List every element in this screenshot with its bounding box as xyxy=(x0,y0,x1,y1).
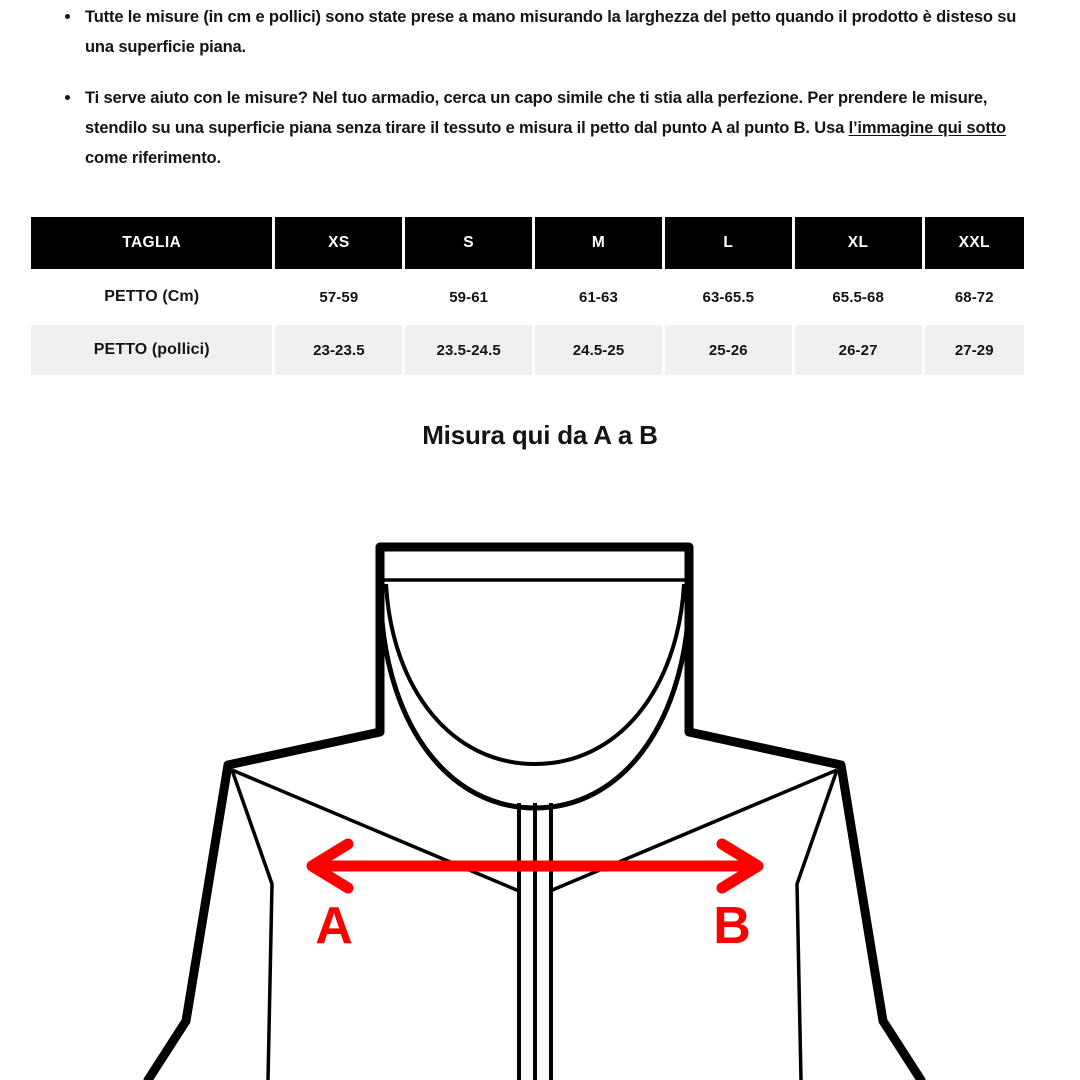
cell-chest-in-m: 24.5-25 xyxy=(535,325,662,375)
jacket-illustration xyxy=(0,500,1080,1080)
table-row-chest-inches xyxy=(31,325,1024,375)
bullet-icon xyxy=(65,95,70,100)
table-header-cell-xs: XS xyxy=(275,217,402,269)
cell-chest-cm-l: 63-65.5 xyxy=(665,272,792,322)
cell-chest-cm-xl: 65.5-68 xyxy=(795,272,922,322)
note-inline-text: Ti serve aiuto con le misure? Nel tuo armadio, cerca un capo simile che ti stia alla perfezione. Per prendere le misure, stendilo su una superficie piana senza tirare il tessuto e misura il petto dal punto A al punto B. Usa xyxy=(85,89,988,137)
left-armhole-seam xyxy=(232,770,272,1080)
note-inline-link[interactable]: l’immagine qui sotto xyxy=(848,119,1006,137)
note-help xyxy=(58,83,1048,173)
neckline-inner-curve xyxy=(386,584,684,764)
cell-chest-in-l: 25-26 xyxy=(665,325,792,375)
right-sleeve-outline xyxy=(841,765,921,1080)
note-help-text xyxy=(85,89,1006,167)
size-chart-table xyxy=(28,214,1027,378)
right-armhole-seam xyxy=(797,770,837,1080)
figure-title: Misura qui da A a B xyxy=(422,420,658,450)
cell-chest-cm-xs: 57-59 xyxy=(275,272,402,322)
cell-chest-in-xs: 23-23.5 xyxy=(275,325,402,375)
cell-chest-in-xxl: 27-29 xyxy=(925,325,1024,375)
table-header-cell-l: L xyxy=(665,217,792,269)
table-header-cell-s: S xyxy=(405,217,532,269)
cell-chest-cm-xxl: 68-72 xyxy=(925,272,1024,322)
row-label-chest-inches: PETTO (pollici) xyxy=(31,325,272,375)
note-measurements xyxy=(58,2,1048,62)
table-row-chest-cm xyxy=(31,272,1024,322)
note-measurements-text xyxy=(85,8,1016,56)
table-header-cell-xl: XL xyxy=(795,217,922,269)
instruction-list xyxy=(58,2,1048,194)
cell-chest-in-s: 23.5-24.5 xyxy=(405,325,532,375)
table-header-cell-taglia: TAGLIA xyxy=(31,217,272,269)
cell-chest-cm-m: 61-63 xyxy=(535,272,662,322)
left-shoulder-outline xyxy=(228,732,380,765)
jacket-measure-diagram xyxy=(0,500,1080,1080)
cell-chest-in-xl: 26-27 xyxy=(795,325,922,375)
right-shoulder-outline xyxy=(689,732,841,765)
label-point-b: B xyxy=(713,897,751,955)
cell-chest-cm-s: 59-61 xyxy=(405,272,532,322)
right-yoke-seam xyxy=(550,770,837,891)
table-header-cell-m: M xyxy=(535,217,662,269)
table-header-cell-xxl: XXL xyxy=(925,217,1024,269)
left-sleeve-outline xyxy=(148,765,228,1080)
label-point-a: A xyxy=(315,897,353,955)
left-yoke-seam xyxy=(232,770,519,891)
bullet-icon xyxy=(65,14,70,19)
table-header-row xyxy=(31,217,1024,269)
note-inline-text: come riferimento. xyxy=(85,149,221,167)
row-label-chest-cm: PETTO (Cm) xyxy=(31,272,272,322)
note-inline-text: Tutte le misure (in cm e pollici) sono state prese a mano misurando la larghezza del petto quando il prodotto è disteso su una superficie piana. xyxy=(85,8,1017,56)
